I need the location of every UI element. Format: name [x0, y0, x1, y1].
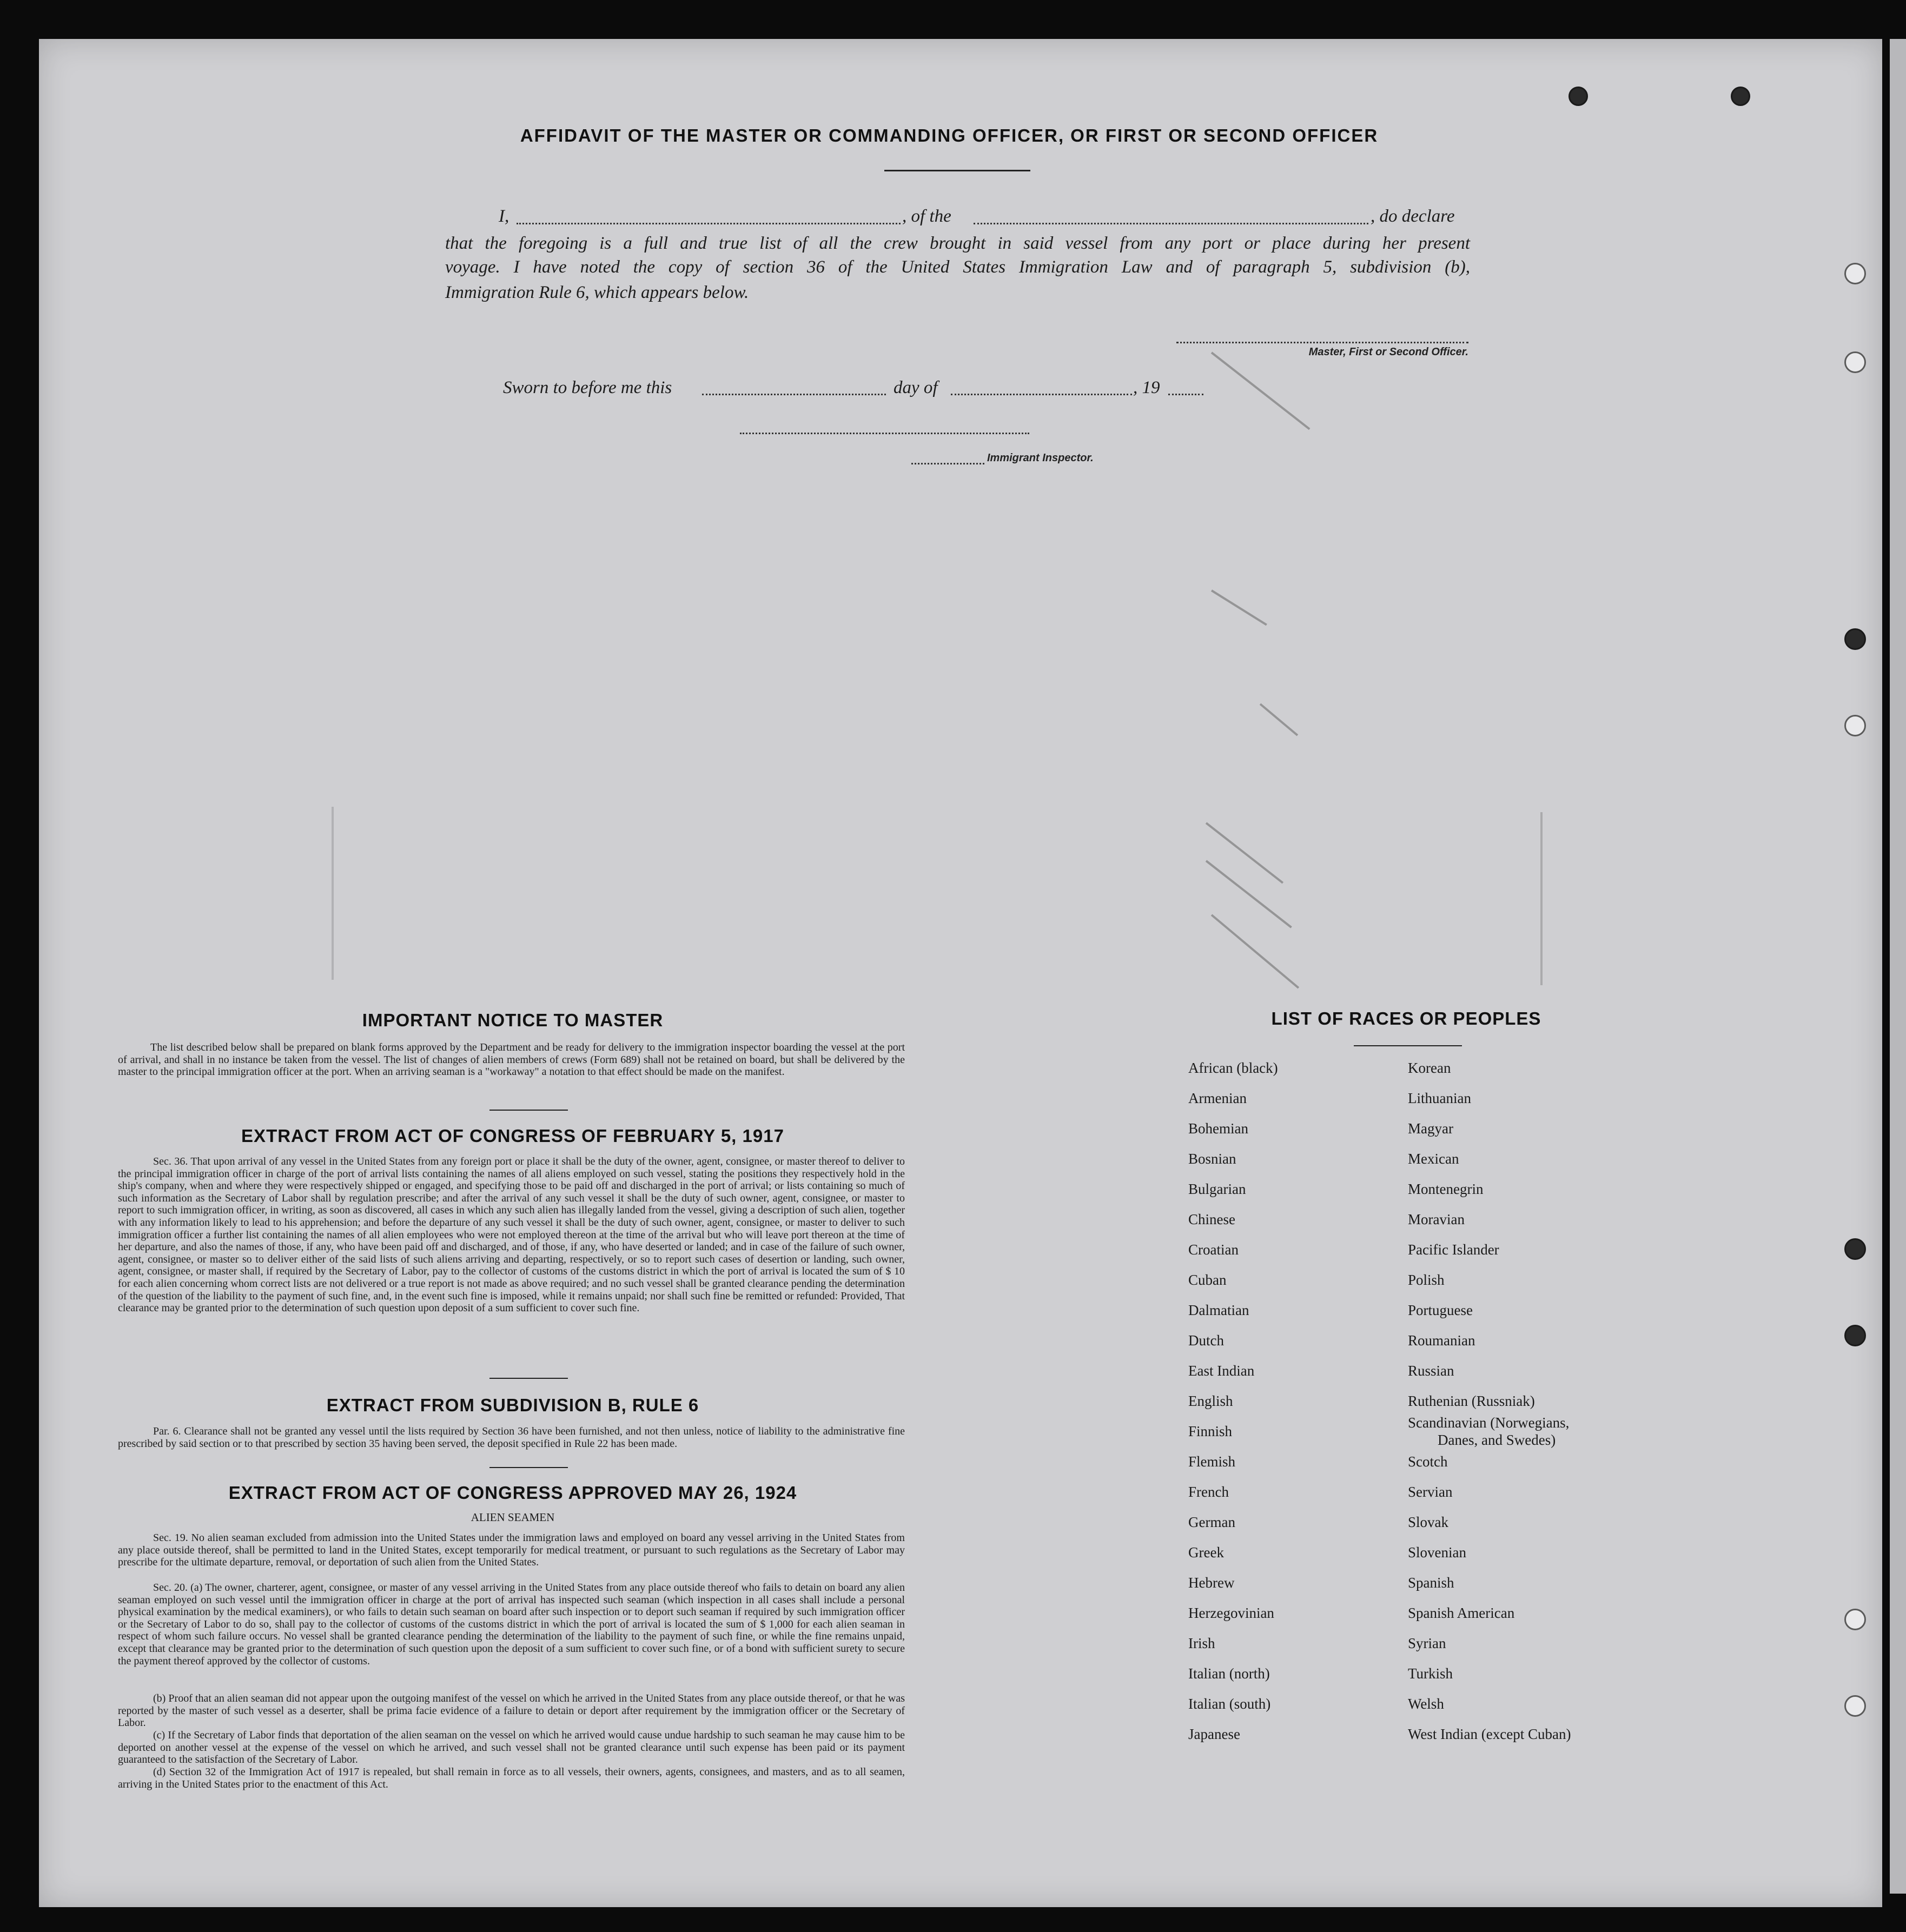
sec20c-text: (c) If the Secretary of Labor finds that deportation of the alien seaman on the vessel on which he arrived would cause undue hardship to such seaman he may cause him to be deported on another vessel at the expense of the vessel on which he arrived, and such vessel shall not be granted clearance until such expense has been paid or its payment guaranteed to the satisfaction of the Secretary of Labor. [118, 1729, 905, 1766]
race-item: Italian (south) [1188, 1696, 1271, 1712]
race-item: Korean [1408, 1060, 1451, 1076]
affidavit-line-3: voyage. I have noted the copy of section 36 of the United States Immigration Law and of paragraph 5, subdivision (b), [445, 257, 1470, 277]
binder-hole [1731, 87, 1750, 106]
officer-caption: Master, First or Second Officer. [1308, 346, 1468, 358]
race-item: Syrian [1408, 1635, 1446, 1651]
race-item: Portuguese [1408, 1302, 1473, 1318]
race-item: Dalmatian [1188, 1302, 1249, 1318]
rule6-text: Par. 6. Clearance shall not be granted any vessel until the lists required by Section 36 have been furnished, and not then unless, notice of liability to the administrative fine prescribed by said section or to that prescribed by section 35 having been served, the deposit specified in Rule 22 has been made. [118, 1425, 905, 1450]
race-item: Greek [1188, 1544, 1224, 1561]
rule6-title: EXTRACT FROM SUBDIVISION B, RULE 6 [326, 1395, 699, 1415]
sworn-year-field[interactable] [1168, 394, 1203, 395]
race-item: Chinese [1188, 1211, 1235, 1227]
race-item: Mexican [1408, 1151, 1459, 1167]
binder-hole [1844, 263, 1866, 284]
sworn-day-label: day of [894, 378, 938, 397]
race-item: African (black) [1188, 1060, 1278, 1076]
race-item: Spanish [1408, 1575, 1454, 1591]
affidavit-line-4: Immigration Rule 6, which appears below. [445, 283, 749, 302]
binder-hole [1844, 1238, 1866, 1260]
name-field[interactable] [517, 223, 901, 224]
sworn-year-label: , 19 [1133, 378, 1160, 397]
scandinavian-line-2: Danes, and Swedes) [1438, 1432, 1556, 1448]
affidavit-line-2: that the foregoing is a full and true list of all the crew brought in said vessel from any port or place during her present [445, 234, 1470, 253]
race-item: Welsh [1408, 1696, 1444, 1712]
notice-text: The list described below shall be prepared on blank forms approved by the Department and be ready for delivery to the immigration inspector boarding the vessel at the port of arrival, and shall in no instance be taken from the vessel. The list of changes of alien members of crews (Form 689) shall not be retained on board, but shall be delivered by the master to the principal immigration officer at the port. When an arriving seaman is a "workaway" a notation to that effect should be made on the manifest. [118, 1041, 905, 1078]
race-item: Spanish American [1408, 1605, 1515, 1621]
sworn-prefix: Sworn to before me this [503, 378, 672, 397]
vessel-field[interactable] [974, 223, 1368, 224]
scratch-mark [1540, 812, 1543, 985]
binder-hole [1844, 1609, 1866, 1630]
sec20a-text: Sec. 20. (a) The owner, charterer, agent, consignee, or master of any vessel arriving in the United States from any place outside thereof who fails to detain on board any alien seaman employed on such vessel until the immigration officer in charge at the port of arrival has inspected such seaman (which inspection in all cases shall include a personal physical examination by the medical examiners), or who fails to detain such seaman on board after such inspection or to deport such seaman if required by such immigration officer or the Secretary of Labor to do so, shall pay to the collector of customs of the customs district in which the port of arrival is located the sum of $ 1,000 for each alien seaman in respect of whom such failure occurs. No vessel shall be granted clearance pending the determination of the liability to the payment of such fine, or while the fine remains unpaid, except that clearance may be granted prior to the determination of such question upon the deposit of a sum sufficient to cover such fine, or of a bond with sufficient surety to secure the payment thereof approved by the collector of customs. [118, 1582, 905, 1667]
race-item: Turkish [1408, 1665, 1453, 1682]
race-item: Hebrew [1188, 1575, 1235, 1591]
binder-hole [1844, 1695, 1866, 1717]
divider [489, 1467, 568, 1468]
alien-seamen-subtitle: ALIEN SEAMEN [471, 1511, 555, 1524]
race-item: East Indian [1188, 1363, 1255, 1379]
inspector-caption: Immigrant Inspector. [987, 452, 1094, 464]
sworn-month-field[interactable] [951, 394, 1132, 395]
race-item: Lithuanian [1408, 1090, 1471, 1106]
title-underline [884, 170, 1030, 171]
races-underline [1354, 1045, 1462, 1046]
sec20b-text: (b) Proof that an alien seaman did not appear upon the outgoing manifest of the vessel on which he arrived in the United States from any place outside thereof, or that he was reported by the master of such vessel as a deserter, shall be prima facie evidence of a failure to detain or deport after requirement by the immigration officer or the Secretary of Labor. [118, 1692, 905, 1729]
binder-hole [1844, 351, 1866, 373]
race-item: Polish [1408, 1272, 1445, 1288]
race-item: Italian (north) [1188, 1665, 1270, 1682]
extract-1917-title: EXTRACT FROM ACT OF CONGRESS OF FEBRUARY 5, 1917 [241, 1126, 784, 1146]
binder-hole [1569, 87, 1588, 106]
race-item: Moravian [1408, 1211, 1465, 1227]
affidavit-of-the: , of the [902, 207, 951, 226]
race-item: Slovenian [1408, 1544, 1466, 1561]
race-item: Russian [1408, 1363, 1454, 1379]
race-item: Magyar [1408, 1120, 1453, 1137]
binder-hole [1844, 715, 1866, 736]
race-item: Japanese [1188, 1726, 1240, 1742]
race-item: Roumanian [1408, 1332, 1475, 1349]
race-item: Bosnian [1188, 1151, 1236, 1167]
inspector-signature-field[interactable] [740, 433, 1029, 434]
binder-hole [1844, 1325, 1866, 1346]
binder-hole [1844, 628, 1866, 650]
race-item: Irish [1188, 1635, 1215, 1651]
race-item: Armenian [1188, 1090, 1247, 1106]
race-item: Dutch [1188, 1332, 1224, 1349]
race-item: Flemish [1188, 1453, 1236, 1470]
race-item: Croatian [1188, 1241, 1239, 1258]
race-item: Finnish [1188, 1423, 1233, 1439]
race-item: Slovak [1408, 1514, 1449, 1530]
notice-title: IMPORTANT NOTICE TO MASTER [362, 1010, 664, 1030]
extract-1924-title: EXTRACT FROM ACT OF CONGRESS APPROVED MAY 26, 1924 [228, 1483, 797, 1503]
race-item: Bulgarian [1188, 1181, 1246, 1197]
officer-signature-field[interactable] [1176, 342, 1468, 343]
race-item: Pacific Islander [1408, 1241, 1499, 1258]
affidavit-i: I, [499, 207, 509, 226]
divider [489, 1110, 568, 1111]
sec20d-text: (d) Section 32 of the Immigration Act of 1917 is repealed, but shall remain in force as to all vessels, their owners, agents, consignees, and masters, and as to all seamen, arriving in the United States prior to the enactment of this Act. [118, 1766, 905, 1790]
scratch-mark [332, 807, 334, 980]
race-item: Scandinavian (Norwegians, [1408, 1415, 1570, 1431]
race-item: Herzegovinian [1188, 1605, 1274, 1621]
race-item: West Indian (except Cuban) [1408, 1726, 1571, 1742]
affidavit-declare: , do declare [1371, 207, 1455, 226]
races-title: LIST OF RACES OR PEOPLES [1271, 1008, 1541, 1028]
race-item: French [1188, 1484, 1229, 1500]
race-item: Servian [1408, 1484, 1453, 1500]
race-item: English [1188, 1393, 1233, 1409]
divider [489, 1378, 568, 1379]
race-item: Cuban [1188, 1272, 1227, 1288]
race-item: Scotch [1408, 1453, 1448, 1470]
sworn-day-field[interactable] [702, 394, 886, 395]
sec19-text: Sec. 19. No alien seaman excluded from admission into the United States under the immigration laws and employed on board any vessel arriving in the United States from any place outside thereof, shall be permitted to land in the United States, except temporarily for medical treatment, or pursuant to such regulations as the Secretary of Labor may prescribe for the ultimate departure, removal, or deportation of such alien from the United States. [118, 1532, 905, 1569]
race-item: German [1188, 1514, 1235, 1530]
inspector-dots [911, 463, 984, 464]
race-item: Ruthenian (Russniak) [1408, 1393, 1535, 1409]
page-edge [1890, 39, 1906, 1894]
affidavit-title: AFFIDAVIT OF THE MASTER OR COMMANDING OFFICER, OR FIRST OR SECOND OFFICER [520, 125, 1379, 145]
extract-1917-text: Sec. 36. That upon arrival of any vessel in the United States from any foreign port or place it shall be the duty of the owner, agent, consignee, or master thereof to deliver to the principal immigration officer in charge of the port of arrival lists containing the names of all aliens employed on such vessel, stating the positions they respectively hold in the ship's company, when and where they were respectively shipped or engaged, and specifying those to be paid off and discharged in the port of arrival; or lists containing so much of such information as the Secretary of Labor shall by regulation prescribe; and after the arrival of any such vessel it shall be the duty of such owner, agent, consignee, or master to report to such immigration officer, in writing, as soon as discovered, all cases in which any such alien has illegally landed from the vessel, giving a description of such alien, together with any information likely to lead to his apprehension; and before the departure of any such vessel it shall be the duty of such owner, agent, consignee, or master to deliver to such immigration officer a further list containing the names of all alien employees who were not employed thereon at the time of the arrival but who will leave port thereon at the time of her departure, and also the names of those, if any, who have been paid off and discharged, and of those, if any, who have deserted or landed; and in case of the failure of such owner, agent, consignee, or master so to deliver either of the said lists of such aliens arriving and departing, respectively, or so to report such cases of desertion or landing, such owner, agent, consignee, or master shall, if required by the Secretary of Labor, pay to the collector of customs of the customs district in which the port of arrival is located the sum of $ 10 for each alien concerning whom correct lists are not delivered or a true report is not made as above required; and no such vessel shall be granted clearance pending the determination of the question of the liability to the payment of such fine, and, in the event such fine is imposed, while it remains unpaid; nor shall such fine be remitted or refunded: Provided, That clearance may be granted prior to the determination of such question upon deposit of a sum sufficient to cover such fine. [118, 1156, 905, 1314]
race-item: Bohemian [1188, 1120, 1248, 1137]
race-item: Montenegrin [1408, 1181, 1484, 1197]
